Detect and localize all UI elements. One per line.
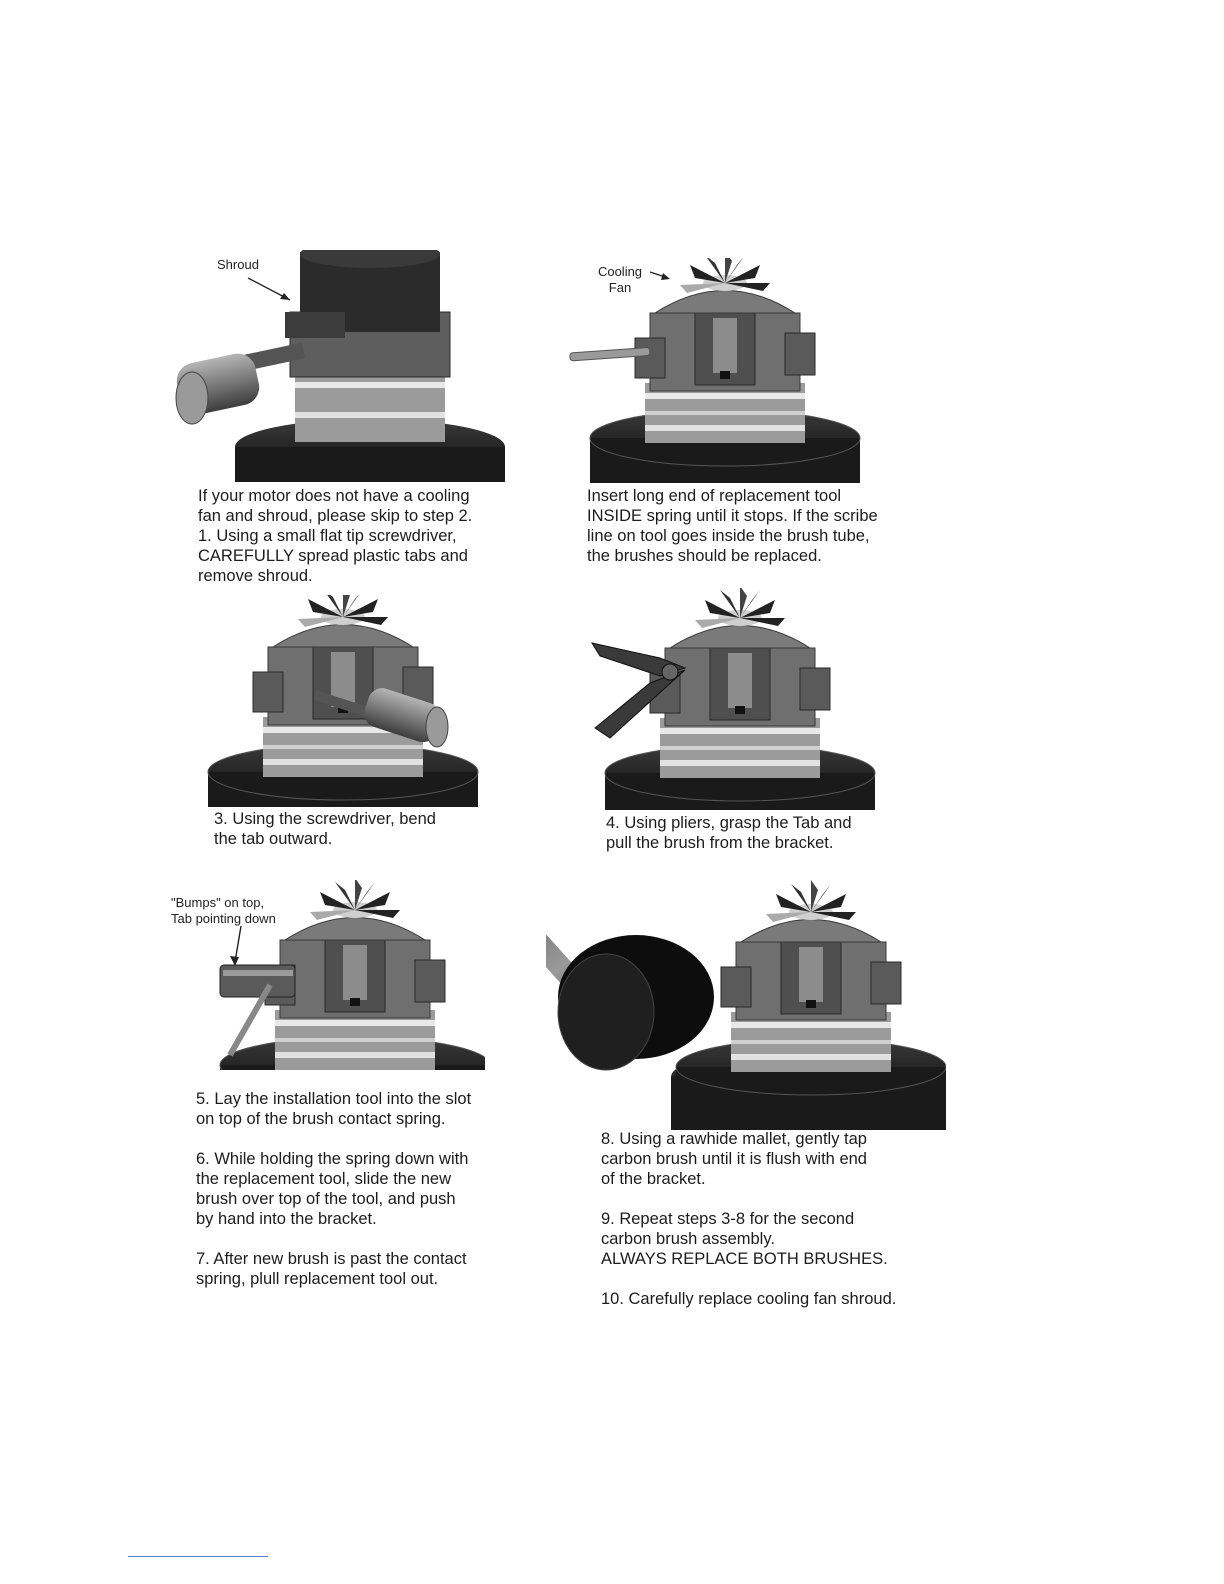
callout-line: Cooling: [597, 264, 643, 279]
callout-shroud: Shroud: [217, 257, 259, 272]
callout-line: "Bumps" on top,: [171, 895, 265, 910]
callout-line: Tab pointing down: [171, 911, 276, 926]
panel-2-caption: [587, 486, 878, 566]
caption-line: on top of the brush contact spring.: [196, 1110, 446, 1128]
caption-line: brush over top of the tool, and push: [196, 1190, 456, 1208]
caption-line: the replacement tool, slide the new: [196, 1170, 451, 1188]
caption-line: remove shroud.: [198, 567, 313, 585]
panel-6-illustration: [546, 852, 946, 1130]
callout-line: Fan: [608, 280, 632, 295]
caption-line: Insert long end of replacement tool: [587, 487, 842, 505]
caption-line: [601, 1189, 896, 1209]
caption-line: INSIDE spring until it stops. If the scribe: [587, 507, 878, 525]
caption-line: ALWAYS REPLACE BOTH BRUSHES.: [601, 1250, 888, 1268]
callout-cooling-fan: [595, 264, 645, 296]
caption-line: [196, 1129, 471, 1149]
caption-line: 4. Using pliers, grasp the Tab and: [606, 814, 852, 832]
footnote-rule: [128, 1556, 268, 1557]
caption-line: carbon brush until it is flush with end: [601, 1150, 867, 1168]
caption-line: 8. Using a rawhide mallet, gently tap: [601, 1130, 867, 1148]
caption-line: 9. Repeat steps 3-8 for the second: [601, 1210, 855, 1228]
panel-4-illustration: [590, 588, 882, 810]
caption-line: 6. While holding the spring down with: [196, 1150, 469, 1168]
callout-bumps: [171, 895, 276, 927]
panel-4-caption: [606, 813, 852, 853]
caption-line: the tab outward.: [214, 830, 333, 848]
mallet-graphic: [546, 881, 714, 1070]
caption-line: of the bracket.: [601, 1170, 706, 1188]
screwdriver-graphic: [173, 343, 305, 424]
caption-line: If your motor does not have a cooling: [198, 487, 470, 505]
caption-line: 5. Lay the installation tool into the slot: [196, 1090, 472, 1108]
caption-line: by hand into the bracket.: [196, 1210, 377, 1228]
caption-line: [196, 1229, 471, 1249]
panel-6-caption: [601, 1129, 896, 1309]
caption-line: 3. Using the screwdriver, bend: [214, 810, 436, 828]
caption-line: line on tool goes inside the brush tube,: [587, 527, 870, 545]
caption-line: [601, 1269, 896, 1289]
caption-line: carbon brush assembly.: [601, 1230, 775, 1248]
caption-line: fan and shroud, please skip to step 2.: [198, 507, 473, 525]
caption-line: the brushes should be replaced.: [587, 547, 822, 565]
caption-line: 1. Using a small flat tip screwdriver,: [198, 527, 457, 545]
caption-line: 10. Carefully replace cooling fan shroud.: [601, 1290, 897, 1308]
caption-line: spring, plull replacement tool out.: [196, 1270, 439, 1288]
panel-3-caption: [214, 809, 436, 849]
panel-3-illustration: [205, 595, 485, 807]
caption-line: 7. After new brush is past the contact: [196, 1250, 467, 1268]
panel-1-illustration: [170, 250, 510, 482]
caption-line: CAREFULLY spread plastic tabs and: [198, 547, 468, 565]
caption-line: pull the brush from the bracket.: [606, 834, 834, 852]
panel-5-caption: [196, 1089, 471, 1289]
panel-1-caption: [198, 486, 472, 586]
